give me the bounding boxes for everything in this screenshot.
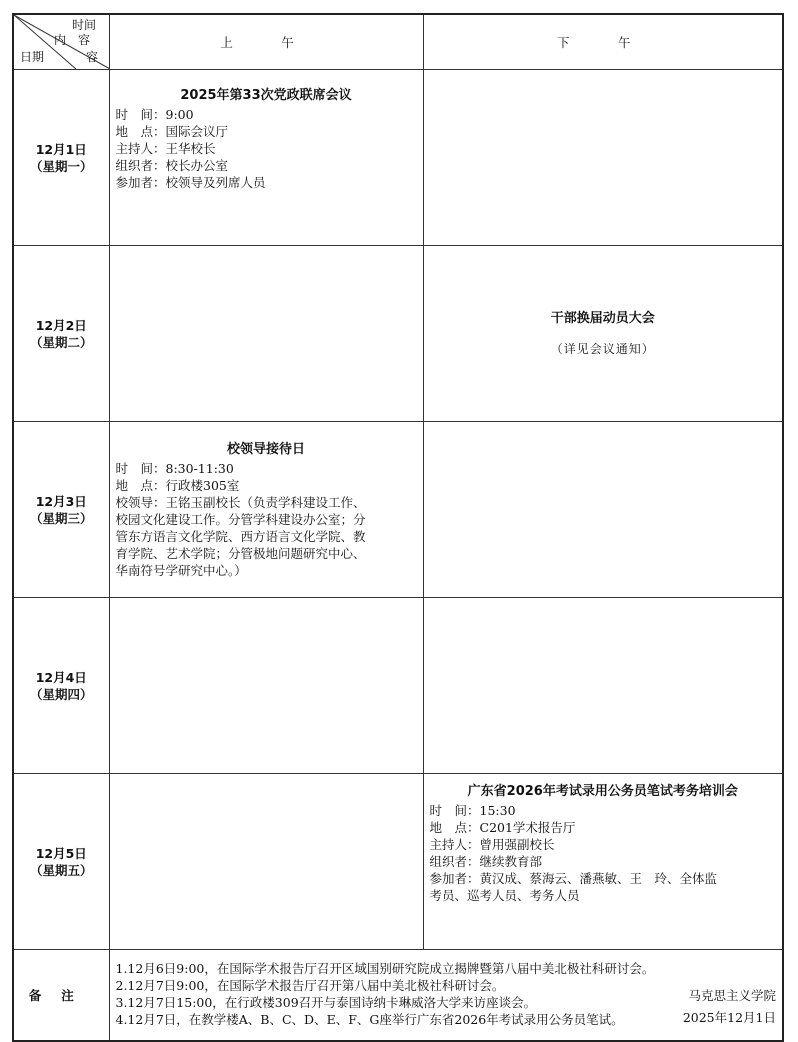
event-title: 校领导接待日 — [226, 442, 305, 457]
event-line: 地 点：行政楼305室 — [115, 478, 240, 493]
day-row-1 — [13, 70, 783, 246]
corner-date-label: 日期 — [20, 50, 45, 64]
weekday-label: （星期四） — [29, 686, 93, 702]
date-label: 12月1日 — [35, 141, 87, 157]
corner-content-label: 内 容 — [54, 33, 91, 47]
date-label: 12月5日 — [35, 845, 87, 861]
note-item: 2.12月7日9:00，在国际学术报告厅召开第八届中美北极社科研讨会。 — [115, 978, 505, 993]
corner-content-label-2: 容 — [86, 50, 99, 64]
event-line: 主持人：曾用强副校长 — [429, 837, 555, 852]
event-line: 时 间：15:30 — [429, 803, 516, 818]
afternoon-cell — [423, 774, 783, 950]
weekday-label: （星期一） — [29, 158, 93, 174]
event — [110, 70, 423, 191]
morning-cell — [109, 598, 423, 774]
event-line: 华南符号学研究中心。） — [115, 563, 247, 578]
event-line: 参加者：黄汉成、蔡海云、潘燕敏、王 玲、全体监 — [429, 871, 718, 886]
footer-org: 马克思主义学院 — [688, 988, 776, 1003]
date-cell — [13, 422, 109, 598]
weekday-label: （星期三） — [29, 510, 93, 526]
date-cell — [13, 774, 109, 950]
event-subtitle: （详见会议通知） — [550, 341, 655, 356]
afternoon-cell — [423, 422, 783, 598]
event-line: 组织者：校长办公室 — [115, 158, 229, 173]
event-title: 干部换届动员大会 — [550, 310, 655, 326]
afternoon-cell — [423, 246, 783, 422]
event-title: 2025年第33次党政联席会议 — [180, 88, 352, 103]
event-title: 广东省2026年考试录用公务员笔试考务培训会 — [467, 784, 738, 799]
corner-header-cell — [13, 14, 109, 70]
notes-label: 备注 — [13, 950, 109, 1042]
day-row-2 — [13, 246, 783, 422]
morning-cell — [109, 422, 423, 598]
date-cell — [13, 598, 109, 774]
weekday-label: （星期五） — [29, 862, 93, 878]
day-row-5 — [13, 774, 783, 950]
date-label: 12月4日 — [35, 669, 87, 685]
day-row-3 — [13, 422, 783, 598]
date-cell — [13, 70, 109, 246]
event-line: 时 间：9:00 — [115, 107, 194, 122]
event-line: 地 点：国际会议厅 — [115, 124, 229, 139]
morning-column-header: 上 午 — [109, 14, 423, 70]
event-line: 主持人：王华校长 — [115, 141, 216, 156]
event-line: 组织者：继续教育部 — [429, 854, 543, 869]
afternoon-column-header: 下 午 — [423, 14, 783, 70]
afternoon-cell — [423, 598, 783, 774]
footer-date: 2025年12月1日 — [682, 1010, 776, 1025]
morning-cell — [109, 246, 423, 422]
footer — [683, 985, 776, 1029]
notes-row — [13, 950, 783, 1042]
note-item: 1.12月6日9:00，在国际学术报告厅召开区域国别研究院成立揭牌暨第八届中美北极社科研讨会。 — [115, 961, 655, 976]
event-line: 育学院、艺术学院；分管极地问题研究中心、 — [115, 546, 366, 561]
afternoon-cell — [423, 70, 783, 246]
date-label: 12月2日 — [35, 317, 87, 333]
weekday-label: （星期二） — [29, 334, 93, 350]
note-item: 4.12月7日，在教学楼A、B、C、D、E、F、G座举行广东省2026年考试录用公务员笔试。 — [115, 1012, 624, 1027]
morning-cell — [109, 774, 423, 950]
event-line: 考员、巡考人员、考务人员 — [429, 888, 580, 903]
header-row — [13, 14, 783, 70]
event-line: 管东方语言文化学院、西方语言文化学院、教 — [115, 529, 366, 544]
morning-cell — [109, 70, 423, 246]
notes-list — [110, 950, 783, 1028]
event-line: 时 间：8:30-11:30 — [115, 461, 234, 476]
event-line: 参加者：校领导及列席人员 — [115, 175, 266, 190]
event-line: 校领导：王铭玉副校长（负责学科建设工作、 — [115, 495, 366, 510]
corner-time-label: 时间 — [72, 18, 97, 32]
event-line: 校园文化建设工作。分管学科建设办公室；分 — [115, 512, 366, 527]
day-row-4 — [13, 598, 783, 774]
date-label: 12月3日 — [35, 493, 87, 509]
note-item: 3.12月7日15:00，在行政楼309召开与泰国诗纳卡琳威洛大学来访座谈会。 — [115, 995, 537, 1010]
event — [424, 774, 783, 904]
date-cell — [13, 246, 109, 422]
event — [110, 422, 423, 579]
schedule-table — [12, 13, 784, 1042]
event-line: 地 点：C201学术报告厅 — [429, 820, 576, 835]
